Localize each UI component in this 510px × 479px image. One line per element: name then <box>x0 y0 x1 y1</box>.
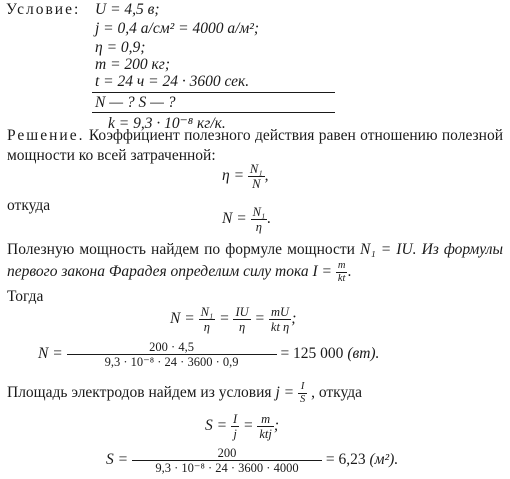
eq2-fraction <box>251 205 268 234</box>
eq3-f1-num: N₁ <box>200 305 214 319</box>
equation-power-numeric <box>38 340 379 369</box>
para2-current-formula: I = <box>312 263 332 281</box>
para3-den: S <box>299 394 306 405</box>
para3-condition: j = <box>275 384 295 402</box>
eq3-f1-den: η <box>199 319 216 334</box>
eq1-numerator: N₁ <box>249 162 263 176</box>
eq5-f2-den: ktj <box>259 427 272 441</box>
para3-end: , откуда <box>311 384 363 402</box>
given-heading: Условие: <box>6 1 81 18</box>
solution-intro <box>7 126 503 166</box>
eq5-fraction-2 <box>257 412 274 441</box>
eq6-unit: (м²). <box>369 451 399 469</box>
eq1-lhs: η = <box>222 167 245 185</box>
eq2-lhs: N = <box>222 210 247 228</box>
given-line-current-density: j = 0,4 а/см² = 4000 а/м²; <box>95 20 260 37</box>
eq5-f2-num: m <box>261 412 271 426</box>
para2-text-a: Полезную мощность найдем по формуле мощности <box>7 241 355 258</box>
eq6-lhs: S = <box>106 451 129 469</box>
eq3-fraction-1 <box>199 305 216 334</box>
eq4-fraction <box>67 340 277 369</box>
solution-heading: Решение. <box>7 127 85 144</box>
equation-area: S = $\frac{I}{j}$ = $\frac{m}{\text{ktj}}$ ; <box>205 412 280 441</box>
para3-num: I <box>300 381 305 392</box>
eq4-denominator: 9,3 · 10⁻⁸ · 24 · 3600 · 0,9 <box>67 354 277 369</box>
eq5-fraction-1 <box>231 412 239 441</box>
para2-numerator: m <box>337 260 346 271</box>
eq4-unit: (вт). <box>347 345 380 363</box>
para3-fraction <box>298 381 307 406</box>
eq3-fraction-3 <box>269 305 291 334</box>
eq3-f3-num: mU <box>271 305 290 319</box>
eq3-f3-den: kt η <box>270 320 290 334</box>
equation-area-numeric <box>106 446 398 475</box>
whence-word: откуда <box>7 197 51 214</box>
paragraph-useful-power: Полезную мощность найдем по формуле мощности N₁ = IU. Из формулы первого закона Фарадея определим силу тока I = $\frac{m}{kt}$ . <box>7 241 504 284</box>
eq2-numerator: N₁ <box>252 205 266 219</box>
para3-text: Площадь электродов найдем из условия <box>7 384 272 402</box>
then-word: Тогда <box>7 288 44 305</box>
eq2-denominator: η <box>251 219 268 234</box>
para2-fraction <box>336 260 348 285</box>
given-line-voltage: U = 4,5 в; <box>95 1 160 18</box>
paragraph-electrode-area <box>7 381 362 406</box>
eq3-fraction-2 <box>233 305 250 334</box>
given-divider <box>92 92 335 93</box>
equation-power-substitution: N = $\frac{\text{N₁}}{\eta}$ = $\frac{IU}{\eta}$ = $\frac{mU}{\text{kt η}}$ ; <box>170 305 297 334</box>
eq5-lhs: S = <box>205 417 228 435</box>
eq3-f2-num: IU <box>235 305 249 319</box>
solution-intro-text: Коэффициент полезного действия равен отношению полезной мощности ко всей затраченной: <box>7 127 503 164</box>
eq6-result: = 6,23 <box>325 451 366 469</box>
eq5-f1-num: I <box>232 412 238 426</box>
given-line-mass: m = 200 кг; <box>95 56 170 73</box>
eq6-numerator: 200 <box>217 446 237 460</box>
eq4-numerator: 200 · 4,5 <box>149 340 194 354</box>
para2-text-b: N₁ = IU. Из формулы первого закона Фарадея определим силу тока <box>7 241 504 281</box>
para2-denominator: kt <box>336 272 348 285</box>
eq4-lhs: N = <box>38 345 63 363</box>
given-line-efficiency: η = 0,9; <box>95 39 146 56</box>
unknowns-divider <box>92 112 335 113</box>
eq1-denominator: N <box>248 176 265 191</box>
eq1-fraction <box>248 162 265 191</box>
equation-efficiency: η = $\frac{\text{N₁}}{N}$ , <box>222 162 269 191</box>
equation-total-power: N = $\frac{\text{N₁}}{\eta}$ . <box>222 205 272 234</box>
eq3-lhs: N = <box>170 310 195 328</box>
given-line-unknowns: N — ? S — ? <box>95 94 176 111</box>
eq6-fraction <box>132 446 322 475</box>
eq6-denominator: 9,3 · 10⁻⁸ · 24 · 3600 · 4000 <box>132 460 322 475</box>
given-line-time: t = 24 ч = 24 · 3600 сек. <box>95 73 250 90</box>
eq3-f2-den: η <box>233 319 250 334</box>
eq4-result: = 125 000 <box>280 345 344 363</box>
given-line-constant: k = 9,3 · 10⁻⁸ кг/к. <box>108 115 226 132</box>
eq5-f1-den: j <box>231 426 239 441</box>
